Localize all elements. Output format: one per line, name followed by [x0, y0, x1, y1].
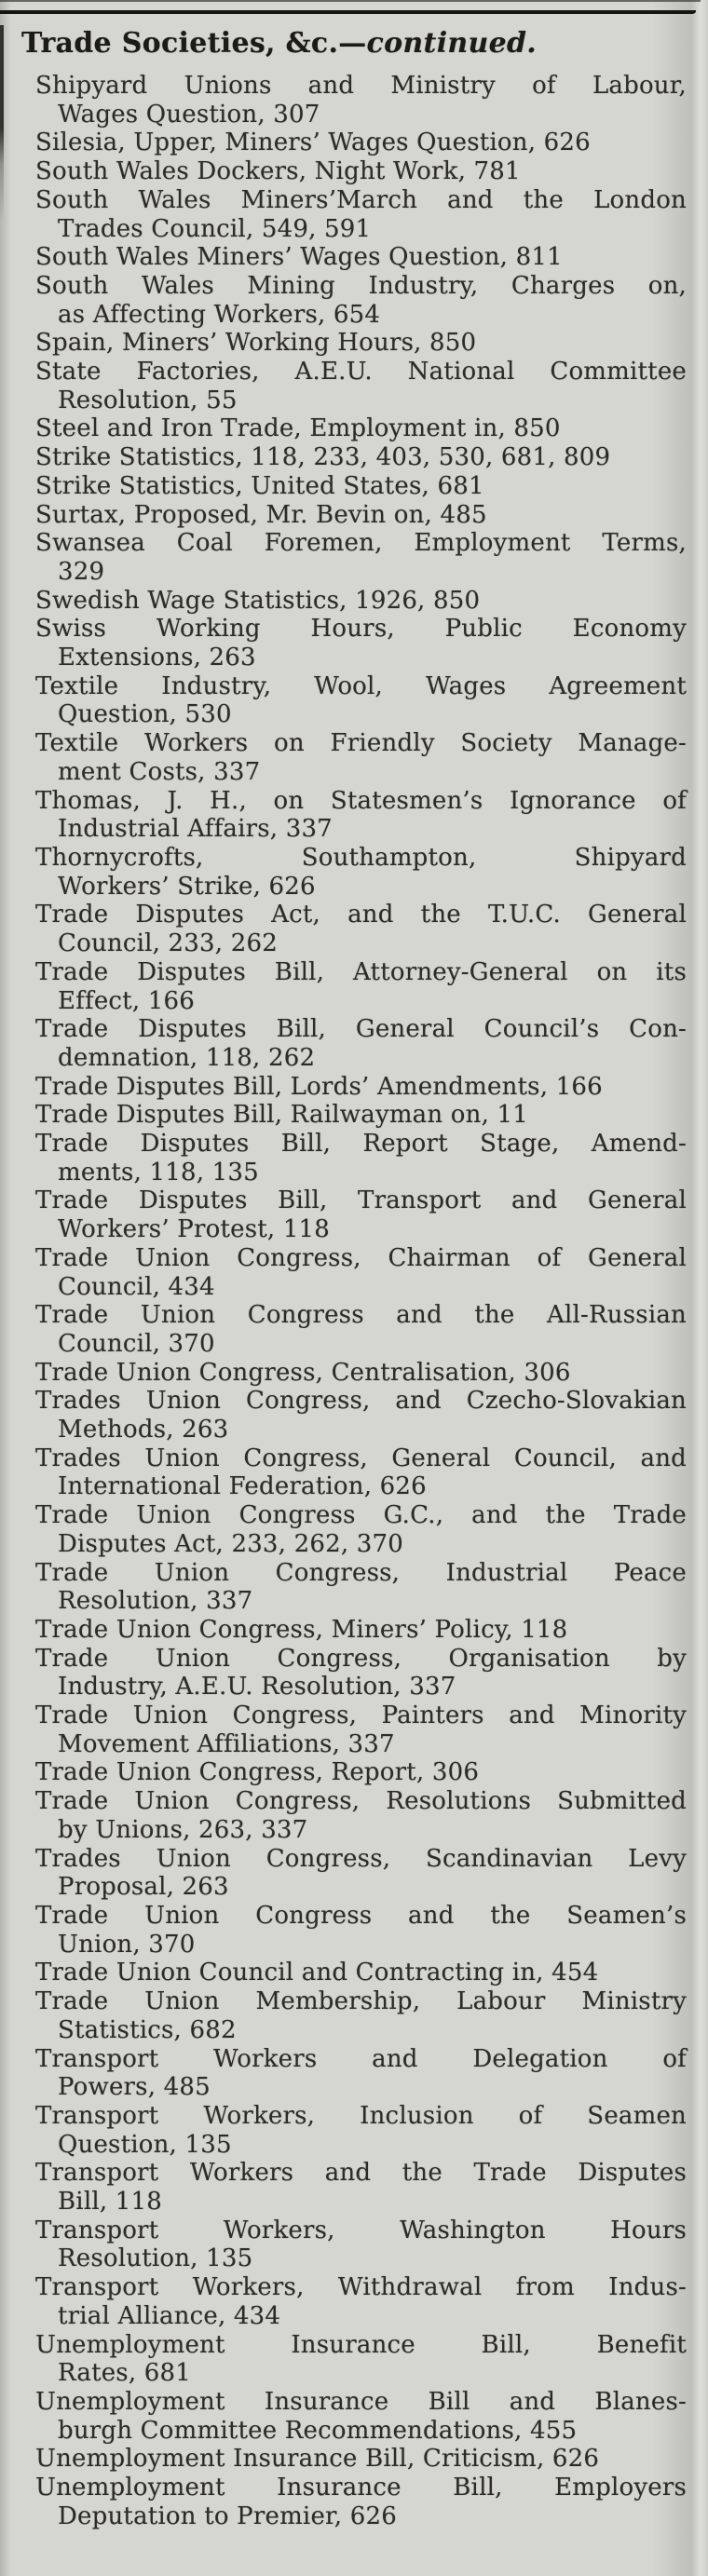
index-line: Statistics, 682 — [58, 2015, 237, 2044]
index-line: Spain, Miners’ Working Hours, 850 — [35, 329, 477, 358]
index-entry — [35, 1758, 687, 1787]
index-entry — [35, 1444, 687, 1501]
index-line: Swedish Wage Statistics, 1926, 850 — [35, 586, 481, 615]
index-entry — [35, 358, 687, 414]
index-entry — [35, 72, 687, 129]
index-entry — [35, 2331, 687, 2388]
index-entry — [35, 1244, 687, 1301]
index-line: Trade Union Congress, Miners’ Policy, 118 — [35, 1615, 568, 1644]
index-line: Steel and Iron Trade, Employment in, 850 — [35, 414, 561, 443]
index-line: Methods, 263 — [58, 1416, 229, 1444]
page-top-hairline — [0, 0, 701, 2]
index-line: Silesia, Upper, Miners’ Wages Question, 626 — [35, 129, 591, 157]
index-line: South Wales Dockers, Night Work, 781 — [35, 157, 521, 186]
index-line: Trade Disputes Bill, Lords’ Amendments, 166 — [35, 1072, 603, 1101]
index-entry — [35, 672, 687, 729]
index-line: Trade Union Congress, Centralisation, 306 — [35, 1358, 571, 1387]
index-entry — [35, 1559, 687, 1616]
index-entry — [35, 1359, 687, 1388]
index-line: 329 — [58, 557, 105, 586]
index-line: South Wales Mining Industry, Charges on, — [35, 271, 687, 300]
index-entry — [35, 243, 687, 272]
index-entry — [35, 2045, 687, 2102]
index-entry — [35, 1501, 687, 1558]
index-entry — [35, 1301, 687, 1358]
index-line: ments, 118, 135 — [58, 1158, 259, 1186]
index-line: Council, 434 — [58, 1272, 215, 1301]
section-heading-title: Trade Societies, &c. — [21, 27, 339, 60]
column-rule-fragment — [0, 25, 4, 221]
index-line: Wages Question, 307 — [58, 100, 320, 129]
index-line: Unemployment Insurance Bill, Employers — [35, 2474, 687, 2502]
index-line: Trade Disputes Bill, Attorney-General on its — [35, 957, 687, 986]
index-entry — [35, 2102, 687, 2159]
index-line: Unemployment Insurance Bill, Criticism, 626 — [35, 2445, 600, 2474]
index-line: Trade Union Congress and the All-Russian — [35, 1301, 687, 1330]
index-entry — [35, 1987, 687, 2044]
index-line: Council, 370 — [58, 1329, 215, 1358]
index-line: Industrial Affairs, 337 — [58, 815, 333, 844]
index-entry — [35, 615, 687, 671]
index-entry — [35, 1073, 687, 1102]
index-line: Industry, A.E.U. Resolution, 337 — [58, 1673, 456, 1702]
index-line: Trade Union Congress, Painters and Minority — [35, 1702, 687, 1730]
index-entry — [35, 501, 687, 530]
index-line: Textile Industry, Wool, Wages Agreement — [35, 671, 687, 700]
section-heading-dash: — — [338, 27, 367, 60]
index-entry — [35, 329, 687, 358]
index-entry — [35, 1101, 687, 1130]
index-line: Rates, 681 — [58, 2359, 192, 2388]
index-line: Bill, 118 — [58, 2188, 163, 2217]
index-entry — [35, 414, 687, 443]
index-entry — [35, 1130, 687, 1186]
index-entry — [35, 587, 687, 616]
section-heading-continued: continued. — [366, 27, 538, 60]
index-line: Resolution, 337 — [58, 1587, 253, 1616]
index-line: Trades Union Congress, Scandinavian Levy — [35, 1844, 687, 1873]
index-entry — [35, 272, 687, 329]
index-list — [35, 72, 687, 2530]
index-line: Trade Union Congress, Organisation by — [35, 1644, 687, 1673]
index-line: Trades Union Congress, General Council, and — [35, 1444, 687, 1472]
index-line: Transport Workers and Delegation of — [35, 2044, 687, 2073]
index-line: Trade Union Membership, Labour Ministry — [35, 1987, 687, 2016]
index-entry — [35, 529, 687, 586]
index-line: Trade Union Congress G.C., and the Trade — [35, 1501, 687, 1530]
section-heading — [21, 28, 537, 60]
index-line: Swansea Coal Foremen, Employment Terms, — [35, 529, 687, 558]
index-line: demnation, 118, 262 — [58, 1043, 316, 1072]
index-line: South Wales Miners’ Wages Question, 811 — [35, 243, 563, 272]
index-line: Transport Workers and the Trade Disputes — [35, 2159, 687, 2188]
index-line: Trade Union Council and Contracting in, 454 — [35, 1959, 599, 1987]
index-entry — [35, 157, 687, 186]
index-line: by Unions, 263, 337 — [58, 1815, 308, 1844]
index-line: Trade Disputes Bill, Transport and General — [35, 1186, 687, 1215]
index-line: Extensions, 263 — [58, 644, 256, 672]
index-line: Resolution, 55 — [58, 386, 238, 414]
index-entry — [35, 1702, 687, 1758]
index-entry — [35, 2159, 687, 2216]
index-entry — [35, 1015, 687, 1072]
index-line: Effect, 166 — [58, 986, 195, 1015]
index-line: Trade Union Congress, Report, 306 — [35, 1758, 480, 1787]
index-line: Trade Disputes Bill, Railwayman on, 11 — [35, 1101, 529, 1130]
index-line: Proposal, 263 — [58, 1873, 229, 1902]
index-line: Disputes Act, 233, 262, 370 — [58, 1529, 403, 1558]
index-entry — [35, 1959, 687, 1987]
index-line: Transport Workers, Inclusion of Seamen — [35, 2101, 687, 2130]
index-entry — [35, 1186, 687, 1243]
index-line: Question, 530 — [58, 700, 232, 729]
index-line: Council, 233, 262 — [58, 929, 278, 958]
index-line: Unemployment Insurance Bill and Blanes- — [35, 2387, 687, 2416]
index-line: Trade Union Congress, Resolutions Submitted — [35, 1787, 687, 1816]
index-line: International Federation, 626 — [58, 1472, 427, 1501]
section-divider-rule — [0, 10, 696, 14]
index-entry — [35, 472, 687, 501]
index-entry — [35, 1787, 687, 1844]
index-entry — [35, 2388, 687, 2445]
index-line: Thornycrofts, Southampton, Shipyard — [35, 843, 687, 872]
index-entry — [35, 2217, 687, 2273]
index-line: as Affecting Workers, 654 — [58, 300, 381, 329]
index-line: Deputation to Premier, 626 — [58, 2501, 397, 2530]
index-line: State Factories, A.E.U. National Committee — [35, 358, 687, 386]
index-line: Trade Disputes Bill, Report Stage, Amend- — [35, 1130, 687, 1159]
index-line: Unemployment Insurance Bill, Benefit — [35, 2330, 687, 2359]
index-line: Transport Workers, Washington Hours — [35, 2216, 687, 2244]
index-entry — [35, 1616, 687, 1645]
index-line: burgh Committee Recommendations, 455 — [58, 2416, 578, 2445]
index-line: Transport Workers, Withdrawal from Indus- — [35, 2273, 687, 2302]
index-line: Movement Affiliations, 337 — [58, 1729, 395, 1758]
index-line: Trade Union Congress, Chairman of General — [35, 1243, 687, 1272]
index-line: Shipyard Unions and Ministry of Labour, — [35, 72, 687, 100]
index-line: Trade Disputes Act, and the T.U.C. General — [35, 901, 687, 929]
index-entry — [35, 901, 687, 957]
index-line: Powers, 485 — [58, 2073, 211, 2102]
index-entry — [35, 958, 687, 1015]
index-line: South Wales Miners’March and the London — [35, 185, 687, 214]
index-line: Trade Union Congress and the Seamen’s — [35, 1902, 687, 1930]
index-line: Strike Statistics, 118, 233, 403, 530, 681, 809 — [35, 443, 611, 472]
index-entry — [35, 443, 687, 472]
index-entry — [35, 2474, 687, 2530]
index-line: Strike Statistics, United States, 681 — [35, 471, 484, 500]
index-line: Resolution, 135 — [58, 2244, 253, 2273]
index-entry — [35, 1387, 687, 1444]
index-line: Question, 135 — [58, 2130, 232, 2159]
index-line: Trade Disputes Bill, General Council’s Con- — [35, 1015, 687, 1044]
index-entry — [35, 129, 687, 157]
index-line: Workers’ Protest, 118 — [58, 1215, 331, 1244]
index-entry — [35, 186, 687, 243]
index-line: Trade Union Congress, Industrial Peace — [35, 1558, 687, 1587]
index-line: Thomas, J. H., on Statesmen’s Ignorance of — [35, 786, 687, 815]
index-line: Trades Council, 549, 591 — [58, 214, 372, 243]
index-entry — [35, 1645, 687, 1702]
index-entry — [35, 1845, 687, 1902]
index-entry — [35, 844, 687, 901]
index-line: Workers’ Strike, 626 — [58, 872, 316, 901]
index-entry — [35, 729, 687, 786]
index-line: Trades Union Congress, and Czecho-Slovakian — [35, 1387, 687, 1416]
index-line: trial Alliance, 434 — [58, 2301, 281, 2330]
index-line: Union, 370 — [58, 1930, 196, 1959]
index-entry — [35, 2445, 687, 2474]
index-entry — [35, 1902, 687, 1959]
index-line: Swiss Working Hours, Public Economy — [35, 615, 687, 644]
index-line: ment Costs, 337 — [58, 757, 261, 786]
index-line: Surtax, Proposed, Mr. Bevin on, 485 — [35, 500, 487, 529]
index-entry — [35, 787, 687, 844]
index-line: Textile Workers on Friendly Society Manage- — [35, 729, 687, 758]
index-entry — [35, 2273, 687, 2330]
